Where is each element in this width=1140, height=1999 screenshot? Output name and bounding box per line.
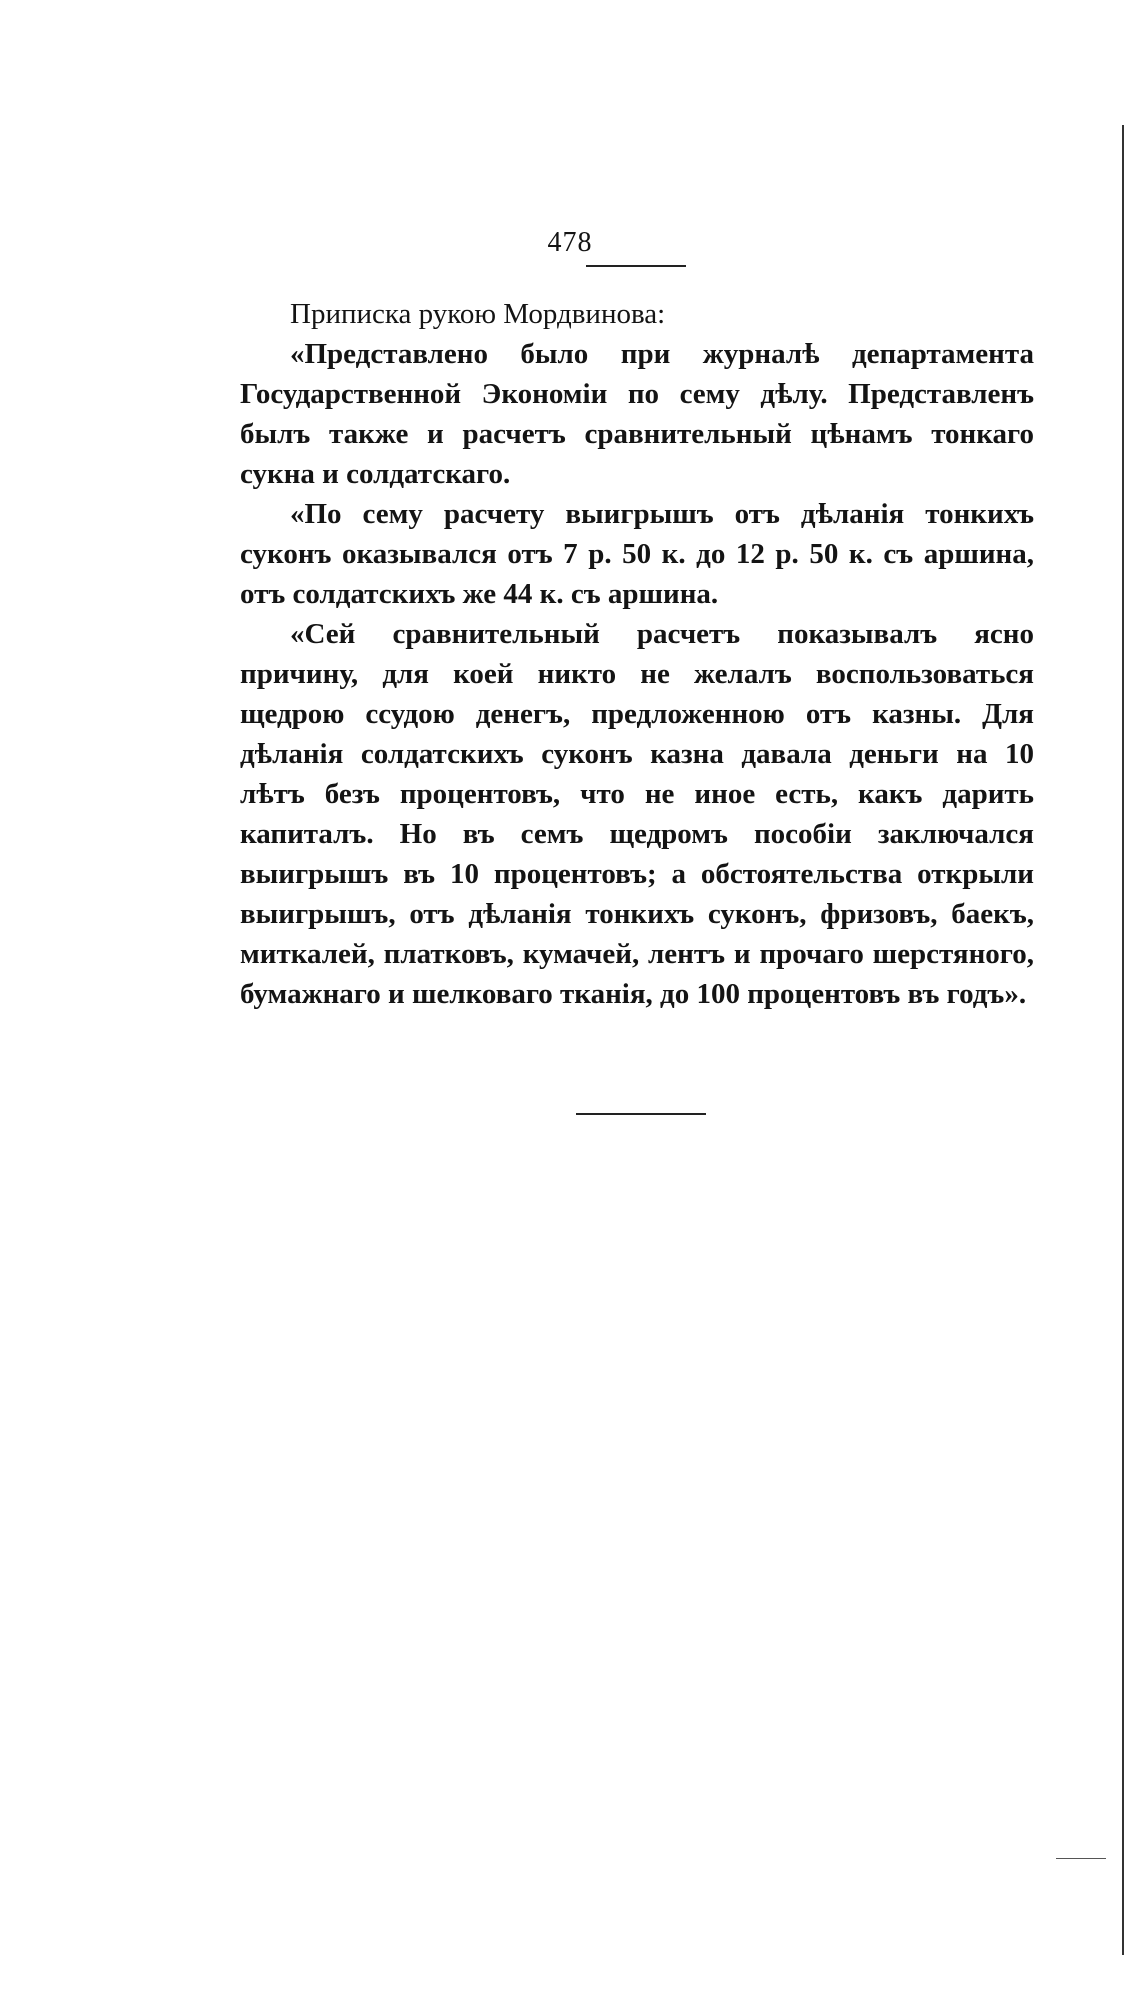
page-header [0, 226, 1140, 260]
page-number: 478 [547, 227, 593, 258]
paragraph-2: «По сему расчету выигрышъ отъ дѣланія тонкихъ суконъ оказывался отъ 7 р. 50 к. до 12 р. 50 к. съ аршина, отъ солдатскихъ же 44 к. съ аршина. [240, 498, 1034, 610]
page-edge-line [1122, 125, 1124, 1955]
end-rule [576, 1113, 706, 1115]
paragraph-3: «Сей сравнительный расчетъ показывалъ ясно причину, для коей никто не желалъ воспользоваться щедрою ссудою денегъ, предложенною отъ казны. Для дѣланія солдатскихъ суконъ казна давала деньги на 10 лѣтъ безъ процентовъ, что не иное есть, какъ дарить капиталъ. Но въ семъ щедромъ пособіи заключался выигрышъ въ 10 процентовъ; а обстоятельства открыли выигрышъ, отъ дѣланія тонкихъ суконъ, фризовъ, баекъ, миткалей, платковъ, кумачей, лентъ и прочаго шерстяного, бумажнаго и шелковаго тканія, до 100 процентовъ въ годъ». [240, 618, 1034, 1010]
paragraph-1: «Представлено было при журналѣ департамента Государственной Экономіи по сему дѣлу. Представленъ былъ также и расчетъ сравнительный цѣнамъ тонкаго сукна и солдатскаго. [240, 338, 1034, 490]
body-text [240, 294, 1034, 1014]
corner-rule [1056, 1858, 1106, 1859]
page-number-rule [586, 265, 686, 267]
annotation-heading: Приписка рукою Мордвинова: [290, 298, 666, 330]
